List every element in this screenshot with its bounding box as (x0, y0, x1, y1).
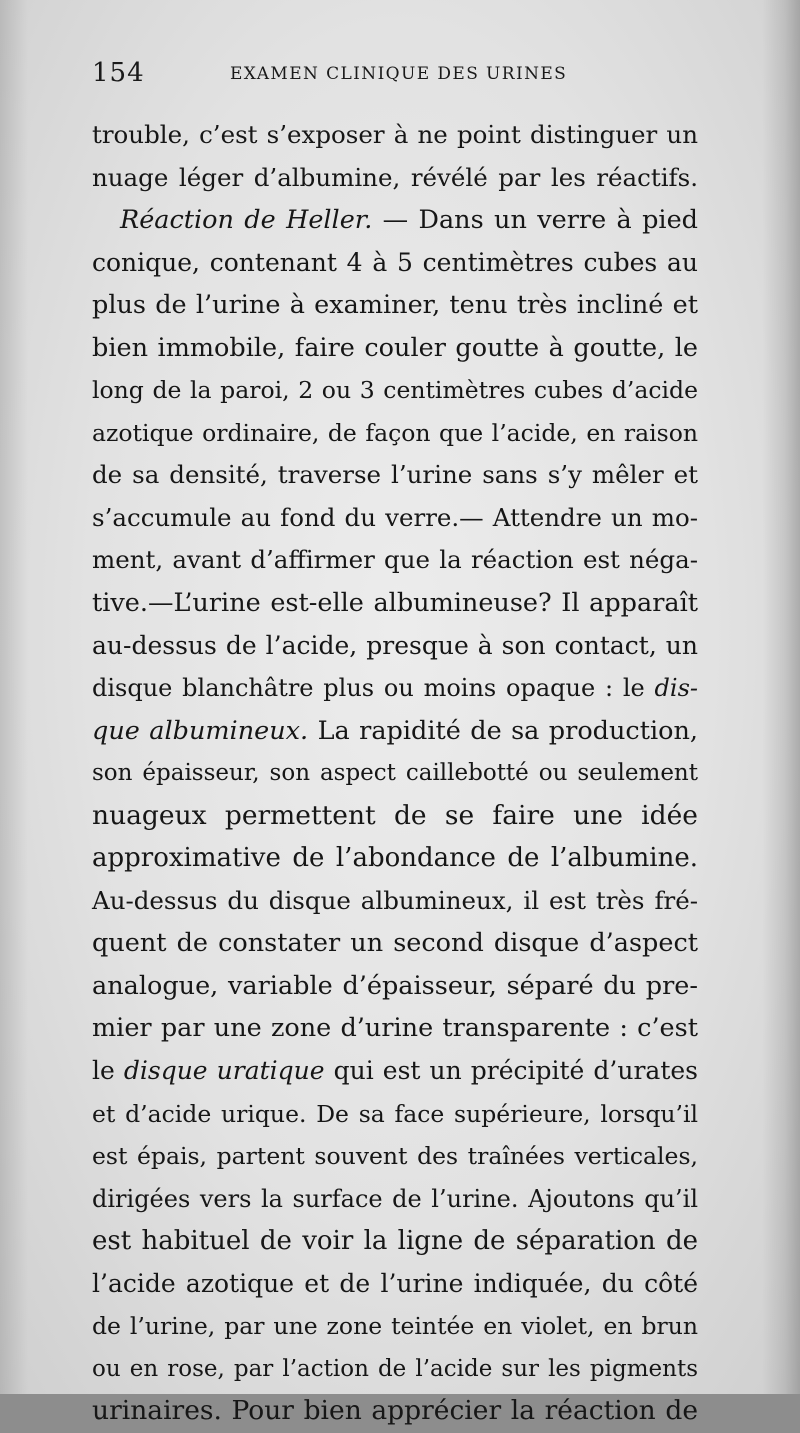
text-line (92, 922, 698, 965)
text-run: s’accumule au fond du verre.— Attendre un mo- (92, 502, 698, 532)
text-line (92, 1305, 698, 1348)
page-edge-shadow (762, 0, 800, 1394)
text-line (92, 497, 698, 540)
text-run: son épaisseur, son aspect caillebotté ou seulement (92, 760, 698, 787)
text-run: plus de l’urine à examiner, tenu très incliné et (92, 290, 698, 321)
text-run: nuageux permettent de se faire une idée (92, 799, 698, 831)
text-run: le (92, 1056, 124, 1086)
page-number: 154 (92, 58, 145, 88)
italic-text: dis- (654, 674, 698, 703)
text-line (92, 837, 698, 880)
text-line (92, 539, 698, 582)
text-run: quent de constater un second disque d’aspect (92, 928, 698, 959)
text-line (92, 1220, 698, 1263)
text-run: ment, avant d’affirmer que la réaction est néga- (92, 545, 698, 575)
text-run: de sa densité, traverse l’urine sans s’y mêler et (92, 460, 698, 490)
text-run: qui est un précipité d’urates (324, 1056, 698, 1086)
text-run: bien immobile, faire couler goutte à goutte, le (92, 332, 698, 363)
text-line (92, 412, 698, 455)
text-line (92, 242, 698, 285)
text-line (92, 1348, 698, 1391)
text-run: long de la paroi, 2 ou 3 centimètres cubes d’acide (92, 376, 698, 405)
text-line (92, 369, 698, 412)
text-run: analogue, variable d’épaisseur, séparé du pre- (92, 970, 698, 1001)
text-run: La rapidité de sa production, (308, 715, 698, 746)
gutter-shadow (0, 0, 28, 1394)
text-line (92, 1178, 698, 1221)
text-line (92, 454, 698, 497)
text-run: — Dans un verre à pied (372, 205, 699, 236)
text-run: au-dessus de l’acide, presque à son contact, un (92, 630, 698, 660)
text-line (92, 284, 698, 327)
text-run: trouble, c’est s’exposer à ne point distinguer un (92, 120, 698, 149)
text-line (92, 752, 698, 795)
text-line (92, 199, 698, 242)
text-run: azotique ordinaire, de façon que l’acide, en raison (92, 418, 698, 447)
text-run: conique, contenant 4 à 5 centimètres cubes au (92, 247, 698, 277)
text-line (92, 157, 698, 200)
text-line (92, 1263, 698, 1306)
text-line (92, 1390, 698, 1433)
text-line (92, 1093, 698, 1136)
text-run: est habituel de voir la ligne de séparation de (92, 1226, 698, 1257)
text-line (92, 1007, 698, 1050)
text-line (92, 114, 698, 157)
text-line (92, 710, 698, 753)
text-run: Au-dessus du disque albumineux, il est très fré- (92, 885, 698, 915)
running-title: EXAMEN CLINIQUE DES URINES (230, 64, 568, 84)
text-run: nuage léger d’albumine, révélé par les réactifs. (92, 162, 698, 192)
text-line (92, 667, 698, 710)
body-text (92, 114, 698, 1433)
text-line (92, 582, 698, 625)
text-run: disque blanchâtre plus ou moins opaque : le (92, 674, 655, 703)
text-run: de l’urine, par une zone teintée en violet, en brun (92, 1312, 698, 1341)
text-line (92, 625, 698, 668)
text-line (92, 1050, 698, 1093)
text-run: l’acide azotique et de l’urine indiquée, du côté (92, 1268, 698, 1298)
text-line (92, 795, 698, 838)
text-run: urinaires. Pour bien apprécier la réaction de (92, 1395, 698, 1427)
text-run: mier par une zone d’urine transparente : c’est (92, 1013, 698, 1044)
text-run: ou en rose, par l’action de l’acide sur les pigments (92, 1355, 698, 1382)
text-run: approximative de l’abondance de l’albumine. (92, 843, 698, 874)
italic-text: que albumineux. (92, 715, 309, 746)
running-header (92, 58, 702, 92)
text-line (92, 1135, 698, 1178)
text-run: est épais, partent souvent des traînées verticales, (92, 1142, 698, 1171)
text-run: et d’acide urique. De sa face supérieure, lorsqu’il (92, 1099, 698, 1128)
text-run: dirigées vers la surface de l’urine. Ajoutons qu’il (92, 1184, 698, 1213)
text-line (92, 327, 698, 370)
text-line (92, 965, 698, 1008)
italic-text: Réaction de Heller. (120, 205, 373, 236)
text-line (92, 880, 698, 923)
text-run: tive.—L’urine est-elle albumineuse? Il apparaît (92, 588, 698, 619)
italic-text: disque uratique (123, 1056, 325, 1086)
